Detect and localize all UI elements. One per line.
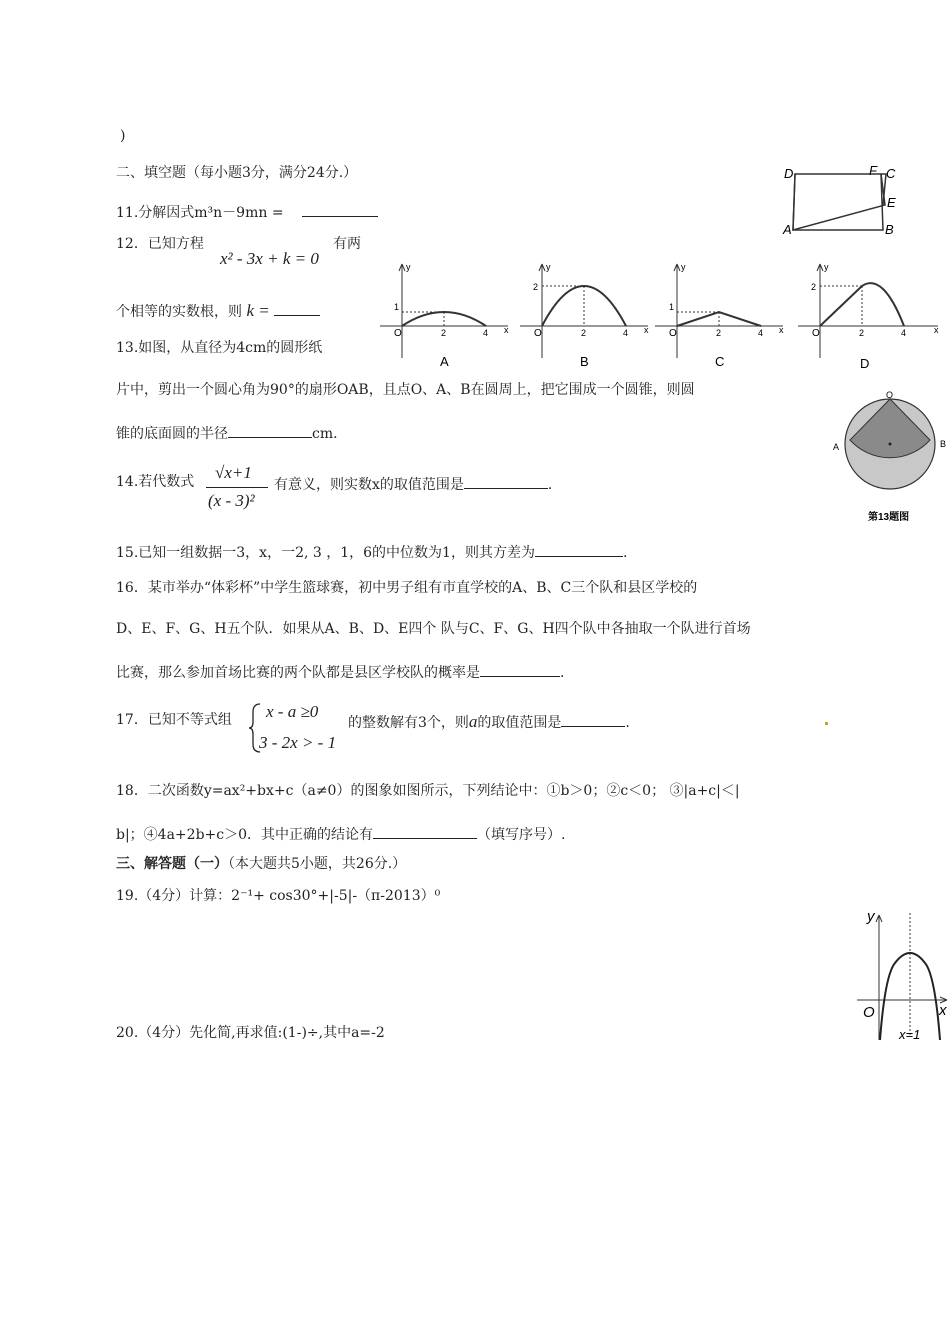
- graph-a: [380, 262, 509, 369]
- q14-denominator: (x - 3)²: [208, 491, 255, 510]
- rectangle-figure: [780, 160, 900, 240]
- circle-sector-figure: [828, 388, 950, 528]
- graph-d-t2: 2: [859, 328, 865, 338]
- q17-text-main: 的整数解有3个，则: [348, 715, 469, 731]
- q18-line1: 18．二次函数y=ax²+bx+c（a≠0）的图象如图所示，下列结论中：①b＞0；②c＜0； ③|a+c|＜|: [116, 783, 740, 799]
- graph-d-o: O: [812, 328, 820, 339]
- q17-text-range: 的取值范围是: [477, 715, 562, 731]
- graph-c-t4: 4: [758, 328, 764, 338]
- q12-blank[interactable]: [274, 301, 320, 316]
- q15-blank[interactable]: [535, 542, 623, 557]
- q17-var-a: a: [468, 712, 478, 731]
- q16-line3: [116, 662, 564, 682]
- q16-line1: 16．某市举办“体彩杯”中学生篮球赛，初中男子组有市直学校的A、B、C三个队和县区学校的: [116, 580, 698, 596]
- q16-line2: D、E、F、G、H五个队．如果从A、B、D、E四个 队与C、F、G、H四个队中各抽取一个队进行首场: [116, 621, 751, 637]
- graph-d-y: y: [824, 262, 829, 272]
- graph-c-y: y: [681, 262, 686, 272]
- q12-line1-tail: 有两: [333, 236, 361, 252]
- q13-line1: 13.如图，从直径为4cm的圆形纸: [116, 340, 323, 356]
- section-2-heading: 二、填空题（每小题3分，满分24分.）: [116, 165, 358, 181]
- circle-caption: 第13题图: [868, 512, 910, 523]
- q14-blank[interactable]: [464, 474, 548, 489]
- circle-label-a: A: [833, 442, 840, 452]
- q11-text: [116, 202, 378, 222]
- parabola-figure: [855, 905, 950, 1045]
- graph-a-label: A: [440, 354, 449, 369]
- q17-end: .: [625, 715, 630, 731]
- section-3-note: （本大题共5小题，共26分.）: [228, 856, 407, 872]
- q14-text: [274, 474, 552, 494]
- parabola-y-label: y: [867, 908, 875, 925]
- graph-b-y: y: [546, 262, 551, 272]
- graph-b: [520, 262, 649, 369]
- circle-label-o: O: [886, 390, 894, 400]
- q14-label: 14.若代数式: [116, 474, 195, 490]
- q13-line3: [116, 423, 338, 443]
- function-graphs: [380, 258, 945, 376]
- rect-label-c: C: [886, 166, 896, 181]
- graph-d-t4: 4: [901, 328, 907, 338]
- q15-main: 15.已知一组数据一3，x，一2, 3 ，1，6的中位数为1，则其方差为: [116, 545, 535, 561]
- graph-b-o: O: [534, 328, 542, 339]
- graph-d-label: D: [860, 356, 870, 371]
- q17-inequality-2: 3 - 2x > - 1: [259, 733, 337, 752]
- graph-b-t2-y: 2: [533, 282, 539, 292]
- graph-d: [798, 262, 939, 371]
- q14-text-main: 有意义，则实数x的取值范围是: [274, 477, 464, 493]
- q12-equation: x² - 3x + k = 0: [220, 249, 319, 268]
- stray-dot: [825, 722, 828, 725]
- graph-b-label: B: [580, 354, 589, 369]
- q15-text: [116, 542, 627, 562]
- parabola-x-label: x: [939, 1002, 947, 1019]
- q18-line2: [116, 824, 565, 844]
- q18-blank[interactable]: [373, 824, 477, 839]
- q17-label: 17．已知不等式组: [116, 712, 232, 728]
- graph-c-t2: 2: [716, 328, 722, 338]
- q13-line2: 片中，剪出一个圆心角为90°的扇形OAB，且点O、A、B在圆周上，把它围成一个圆锥，则圆: [116, 382, 695, 398]
- q12-line2-text: 个相等的实数根，则: [116, 304, 242, 320]
- q18-line2-text: b|；④4a+2b+c＞0．其中正确的结论有: [116, 827, 374, 843]
- q16-end: .: [560, 665, 565, 681]
- graph-b-t2: 2: [581, 328, 587, 338]
- graph-a-y: y: [406, 262, 411, 272]
- circle-label-b: B: [940, 439, 947, 449]
- q17-text: [348, 712, 630, 732]
- graph-c-label: C: [715, 354, 725, 369]
- q13-unit: cm.: [312, 426, 338, 442]
- q11-blank[interactable]: [302, 202, 378, 217]
- rect-label-b: B: [885, 222, 894, 237]
- graph-a-t2: 2: [441, 328, 447, 338]
- graph-c-x: x: [779, 325, 784, 335]
- q20-text: 20.（4分）先化简,再求值:(1-)÷,其中a=-2: [116, 1025, 385, 1041]
- q12-k: k =: [246, 301, 270, 320]
- q14-fraction-bar: [206, 487, 268, 488]
- rect-label-e: E: [887, 195, 896, 210]
- q14-numerator: √x+1: [215, 463, 252, 482]
- graph-c-o: O: [669, 328, 677, 339]
- rect-label-a: A: [783, 222, 792, 237]
- rect-label-d: D: [784, 166, 794, 181]
- graph-a-t4: 4: [483, 328, 489, 338]
- rect-label-f: F: [869, 163, 877, 178]
- graph-d-x: x: [934, 325, 939, 335]
- graph-c: [655, 262, 784, 369]
- graph-a-o: O: [394, 328, 402, 339]
- q18-tail: （填写序号）.: [477, 827, 566, 843]
- q13-line3-text: 锥的底面圆的半径: [116, 426, 228, 442]
- q17-blank[interactable]: [561, 712, 625, 727]
- section-3-heading: [116, 856, 406, 873]
- graph-a-x: x: [504, 325, 509, 335]
- leftover-paren: ): [120, 128, 126, 144]
- graph-b-x: x: [644, 325, 649, 335]
- graph-d-t2-y: 2: [811, 282, 817, 292]
- parabola-axis-label: x=1: [899, 1027, 921, 1042]
- q17-inequality-1: x - a ≥0: [266, 702, 319, 721]
- q19-text: 19.（4分）计算：2⁻¹+ cos30°+|-5|-（π-2013）⁰: [116, 888, 441, 904]
- q16-line3-text: 比赛，那么参加首场比赛的两个队都是县区学校队的概率是: [116, 665, 480, 681]
- graph-a-t1: 1: [394, 302, 400, 312]
- q14-end: .: [547, 477, 553, 493]
- q12-line2: [116, 301, 320, 321]
- q13-blank[interactable]: [228, 423, 312, 438]
- graph-c-t1: 1: [669, 302, 675, 312]
- parabola-origin: O: [863, 1004, 875, 1021]
- q11-label: 11.分解因式m³n－9mn =: [116, 205, 284, 221]
- section-3-title: 三、解答题（一）: [116, 856, 228, 872]
- q16-blank[interactable]: [480, 662, 560, 677]
- q12-line1-label: 12．已知方程: [116, 236, 204, 252]
- graph-b-t4: 4: [623, 328, 629, 338]
- q15-end: .: [622, 545, 628, 561]
